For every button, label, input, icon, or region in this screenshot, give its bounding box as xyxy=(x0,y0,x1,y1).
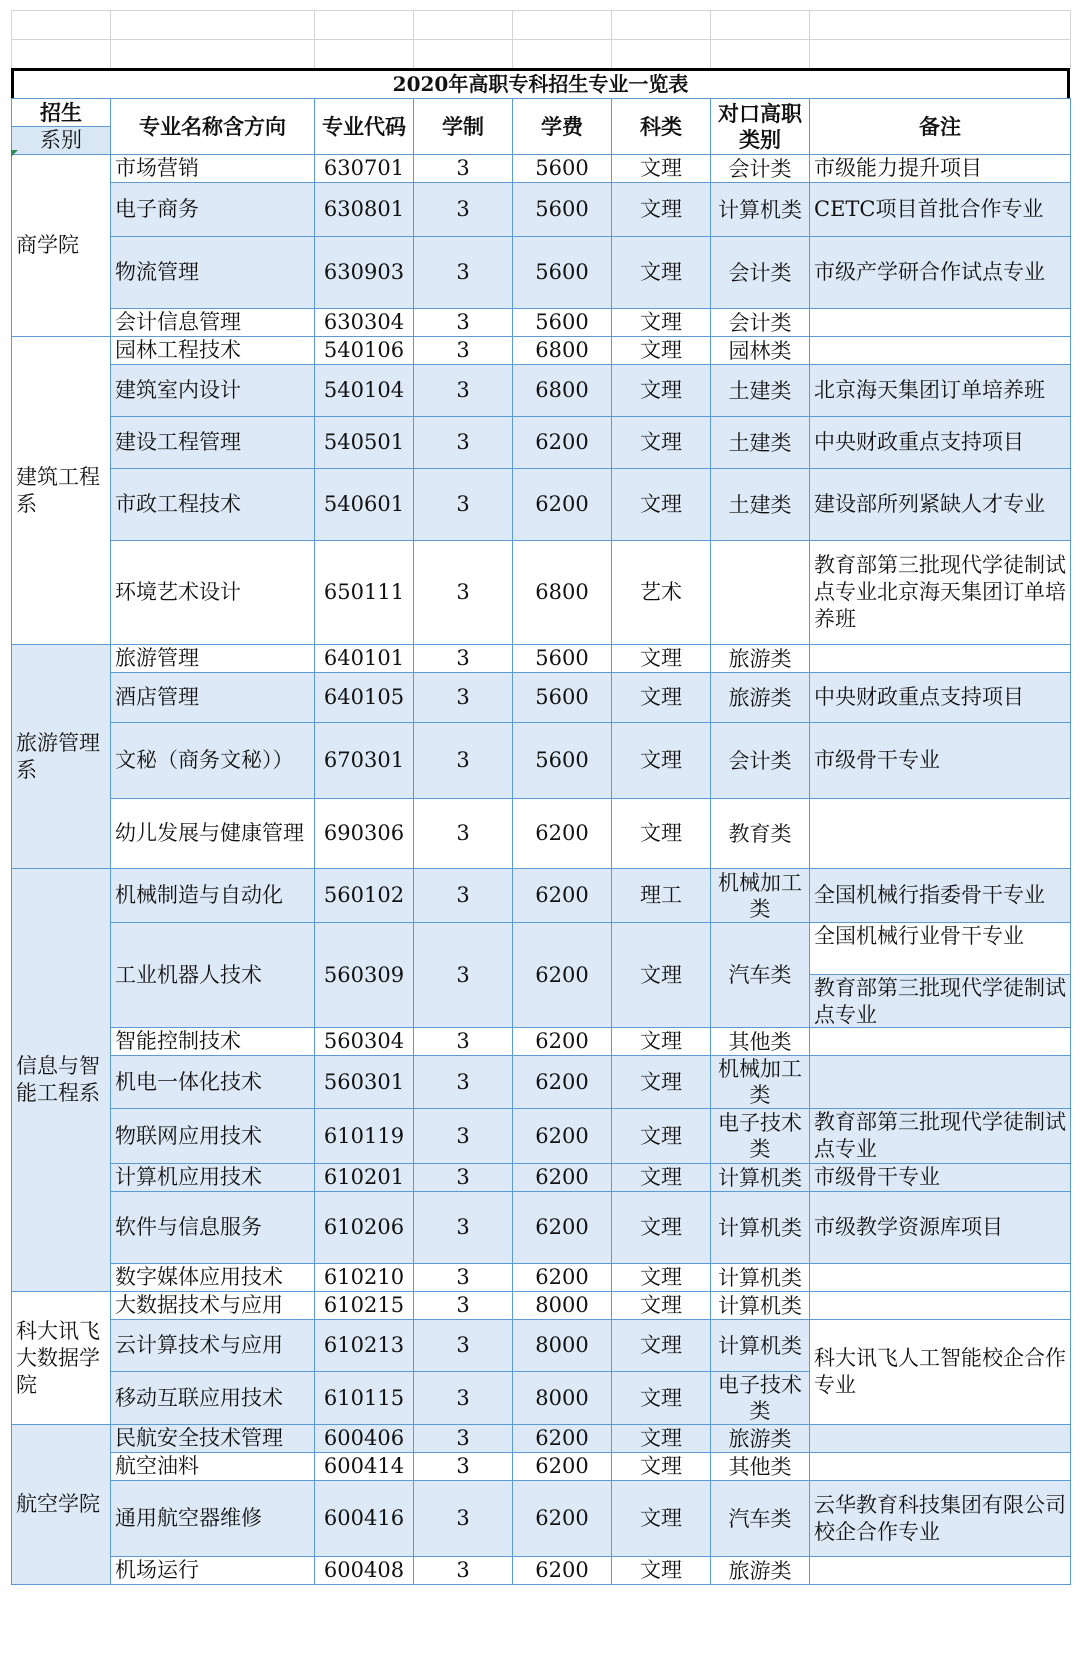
vocational-cell[interactable]: 机械加工类 xyxy=(711,1056,810,1109)
major-name-cell[interactable]: 机械制造与自动化 xyxy=(111,869,315,923)
years-cell[interactable]: 3 xyxy=(414,1264,513,1292)
major-code-cell[interactable]: 610201 xyxy=(315,1164,414,1192)
years-cell[interactable]: 3 xyxy=(414,541,513,645)
years-cell[interactable]: 3 xyxy=(414,365,513,417)
note-cell[interactable] xyxy=(810,923,1071,1028)
years-cell[interactable]: 3 xyxy=(414,1425,513,1453)
note-line: 教育部第三批现代学徒制试点专业 xyxy=(810,975,1070,1027)
note-cell[interactable] xyxy=(810,645,1071,673)
major-code-cell[interactable]: 610119 xyxy=(315,1109,414,1164)
header-dept-top[interactable]: 招生 xyxy=(12,99,111,127)
years-cell[interactable]: 3 xyxy=(414,1292,513,1320)
major-name-cell[interactable]: 大数据技术与应用 xyxy=(111,1292,315,1320)
years-cell[interactable]: 3 xyxy=(414,645,513,673)
years-cell[interactable]: 3 xyxy=(414,1056,513,1109)
table-row xyxy=(12,337,1071,365)
category-cell[interactable]: 文理 xyxy=(612,645,711,673)
years-cell[interactable]: 3 xyxy=(414,1481,513,1557)
note-cell[interactable] xyxy=(810,1425,1071,1453)
category-cell[interactable]: 文理 xyxy=(612,469,711,541)
vocational-cell[interactable]: 电子技术类 xyxy=(711,1109,810,1164)
note-cell[interactable] xyxy=(810,799,1071,869)
fee-cell[interactable]: 8000 xyxy=(513,1372,612,1425)
note-cell[interactable] xyxy=(810,1453,1071,1481)
fee-cell[interactable]: 6200 xyxy=(513,1453,612,1481)
years-cell[interactable]: 3 xyxy=(414,309,513,337)
header-years[interactable]: 学制 xyxy=(414,99,513,155)
table-row xyxy=(12,1481,1071,1557)
years-cell[interactable]: 3 xyxy=(414,799,513,869)
major-code-cell[interactable]: 610213 xyxy=(315,1320,414,1372)
table-row xyxy=(12,183,1071,237)
major-name-cell[interactable]: 环境艺术设计 xyxy=(111,541,315,645)
major-name-cell[interactable]: 酒店管理 xyxy=(111,673,315,723)
vocational-cell[interactable]: 教育类 xyxy=(711,799,810,869)
fee-cell[interactable]: 5600 xyxy=(513,645,612,673)
note-cell[interactable]: 教育部第三批现代学徒制试点专业北京海天集团订单培养班 xyxy=(810,541,1071,645)
major-name-cell[interactable]: 计算机应用技术 xyxy=(111,1164,315,1192)
years-cell[interactable]: 3 xyxy=(414,1192,513,1264)
table-row xyxy=(12,1557,1071,1585)
major-code-cell[interactable]: 670301 xyxy=(315,723,414,799)
category-cell[interactable]: 文理 xyxy=(612,1292,711,1320)
major-code-cell[interactable]: 600406 xyxy=(315,1425,414,1453)
major-name-cell[interactable]: 市政工程技术 xyxy=(111,469,315,541)
vocational-cell[interactable]: 其他类 xyxy=(711,1028,810,1056)
vocational-cell[interactable]: 计算机类 xyxy=(711,1192,810,1264)
note-cell[interactable] xyxy=(810,1056,1071,1109)
years-cell[interactable]: 3 xyxy=(414,237,513,309)
table-row xyxy=(12,799,1071,869)
years-cell[interactable]: 3 xyxy=(414,1372,513,1425)
header-fee[interactable]: 学费 xyxy=(513,99,612,155)
table-row xyxy=(12,1264,1071,1292)
fee-cell[interactable]: 6800 xyxy=(513,541,612,645)
major-code-cell[interactable]: 610210 xyxy=(315,1264,414,1292)
major-name-cell[interactable]: 市场营销 xyxy=(111,155,315,183)
major-code-cell[interactable]: 610215 xyxy=(315,1292,414,1320)
major-code-cell[interactable]: 600408 xyxy=(315,1557,414,1585)
table-row xyxy=(12,1320,1071,1372)
table-row xyxy=(12,1109,1071,1164)
fee-cell[interactable]: 6200 xyxy=(513,1557,612,1585)
major-code-cell[interactable]: 560304 xyxy=(315,1028,414,1056)
major-name-cell[interactable]: 会计信息管理 xyxy=(111,309,315,337)
years-cell[interactable]: 3 xyxy=(414,469,513,541)
category-cell[interactable]: 文理 xyxy=(612,1028,711,1056)
category-cell[interactable]: 文理 xyxy=(612,417,711,469)
vocational-cell[interactable]: 机械加工类 xyxy=(711,869,810,923)
major-code-cell[interactable]: 690306 xyxy=(315,799,414,869)
empty-cell[interactable] xyxy=(612,40,711,69)
category-cell[interactable]: 文理 xyxy=(612,309,711,337)
note-cell[interactable]: 教育部第三批现代学徒制试点专业 xyxy=(810,1109,1071,1164)
major-name-cell[interactable]: 电子商务 xyxy=(111,183,315,237)
category-cell[interactable]: 文理 xyxy=(612,365,711,417)
major-name-cell[interactable]: 幼儿发展与健康管理 xyxy=(111,799,315,869)
category-cell[interactable]: 文理 xyxy=(612,237,711,309)
note-cell[interactable]: 科大讯飞人工智能校企合作专业 xyxy=(810,1320,1071,1425)
category-cell[interactable]: 文理 xyxy=(612,155,711,183)
years-cell[interactable]: 3 xyxy=(414,923,513,1028)
major-code-cell[interactable]: 540601 xyxy=(315,469,414,541)
major-code-cell[interactable]: 630903 xyxy=(315,237,414,309)
category-cell[interactable]: 文理 xyxy=(612,1481,711,1557)
note-line: 全国机械行业骨干专业 xyxy=(810,923,1070,975)
vocational-cell[interactable]: 计算机类 xyxy=(711,1264,810,1292)
category-cell[interactable]: 理工 xyxy=(612,869,711,923)
years-cell[interactable]: 3 xyxy=(414,1453,513,1481)
major-name-cell[interactable]: 机场运行 xyxy=(111,1557,315,1585)
header-name[interactable]: 专业名称含方向 xyxy=(111,99,315,155)
fee-cell[interactable]: 5600 xyxy=(513,309,612,337)
table-row xyxy=(12,1425,1071,1453)
major-name-cell[interactable]: 工业机器人技术 xyxy=(111,923,315,1028)
major-name-cell[interactable]: 机电一体化技术 xyxy=(111,1056,315,1109)
fee-cell[interactable]: 6200 xyxy=(513,869,612,923)
major-name-cell[interactable]: 文秘（商务文秘）） xyxy=(111,723,315,799)
table-row xyxy=(12,1453,1071,1481)
vocational-cell[interactable]: 会计类 xyxy=(711,723,810,799)
vocational-cell[interactable]: 计算机类 xyxy=(711,1292,810,1320)
category-cell[interactable]: 文理 xyxy=(612,1320,711,1372)
major-code-cell[interactable]: 610115 xyxy=(315,1372,414,1425)
note-cell[interactable] xyxy=(810,1028,1071,1056)
table-row xyxy=(12,155,1071,183)
dept-cell[interactable]: 信息与智能工程系 xyxy=(12,869,111,1292)
category-cell[interactable]: 文理 xyxy=(612,1425,711,1453)
cell-comment-marker xyxy=(11,150,18,157)
category-cell[interactable]: 文理 xyxy=(612,1372,711,1425)
table-row xyxy=(12,365,1071,417)
vocational-cell[interactable]: 旅游类 xyxy=(711,1425,810,1453)
fee-cell[interactable]: 5600 xyxy=(513,183,612,237)
category-cell[interactable]: 文理 xyxy=(612,1453,711,1481)
major-code-cell[interactable]: 560309 xyxy=(315,923,414,1028)
table-row xyxy=(12,541,1071,645)
dept-cell[interactable]: 建筑工程系 xyxy=(12,337,111,645)
majors-table xyxy=(11,98,1071,1585)
vocational-cell[interactable]: 旅游类 xyxy=(711,673,810,723)
vocational-cell[interactable]: 土建类 xyxy=(711,417,810,469)
major-code-cell[interactable]: 630801 xyxy=(315,183,414,237)
major-code-cell[interactable]: 650111 xyxy=(315,541,414,645)
major-name-cell[interactable]: 物联网应用技术 xyxy=(111,1109,315,1164)
note-cell[interactable]: 市级骨干专业 xyxy=(810,1164,1071,1192)
vocational-cell[interactable]: 会计类 xyxy=(711,309,810,337)
note-cell[interactable]: 北京海天集团订单培养班 xyxy=(810,365,1071,417)
fee-cell[interactable]: 6200 xyxy=(513,1164,612,1192)
table-row xyxy=(12,923,1071,1028)
major-name-cell[interactable]: 移动互联应用技术 xyxy=(111,1372,315,1425)
major-name-cell[interactable]: 云计算技术与应用 xyxy=(111,1320,315,1372)
table-row xyxy=(12,869,1071,923)
major-code-cell[interactable]: 540104 xyxy=(315,365,414,417)
spreadsheet-blank-rows xyxy=(11,10,1070,69)
empty-cell[interactable] xyxy=(111,11,315,40)
category-cell[interactable]: 文理 xyxy=(612,799,711,869)
table-row xyxy=(12,645,1071,673)
major-name-cell[interactable]: 建筑室内设计 xyxy=(111,365,315,417)
major-code-cell[interactable]: 540501 xyxy=(315,417,414,469)
fee-cell[interactable]: 6200 xyxy=(513,1192,612,1264)
vocational-cell[interactable]: 会计类 xyxy=(711,155,810,183)
fee-cell[interactable]: 8000 xyxy=(513,1320,612,1372)
note-cell[interactable]: 中央财政重点支持项目 xyxy=(810,673,1071,723)
header-note[interactable]: 备注 xyxy=(810,99,1071,155)
major-name-cell[interactable]: 民航安全技术管理 xyxy=(111,1425,315,1453)
table-row xyxy=(12,417,1071,469)
fee-cell[interactable]: 5600 xyxy=(513,673,612,723)
note-cell[interactable]: CETC项目首批合作专业 xyxy=(810,183,1071,237)
dept-cell[interactable]: 商学院 xyxy=(12,155,111,337)
vocational-cell[interactable]: 汽车类 xyxy=(711,923,810,1028)
note-cell[interactable]: 市级教学资源库项目 xyxy=(810,1192,1071,1264)
table-row xyxy=(12,723,1071,799)
table-row xyxy=(12,1164,1071,1192)
empty-cell[interactable] xyxy=(315,40,414,69)
vocational-cell[interactable]: 计算机类 xyxy=(711,1164,810,1192)
years-cell[interactable]: 3 xyxy=(414,673,513,723)
fee-cell[interactable]: 6200 xyxy=(513,1264,612,1292)
vocational-cell[interactable] xyxy=(711,541,810,645)
fee-cell[interactable]: 6200 xyxy=(513,1028,612,1056)
category-cell[interactable]: 文理 xyxy=(612,723,711,799)
fee-cell[interactable]: 5600 xyxy=(513,237,612,309)
dept-cell[interactable]: 科大讯飞大数据学院 xyxy=(12,1292,111,1425)
dept-cell[interactable]: 旅游管理系 xyxy=(12,645,111,869)
fee-cell[interactable]: 6800 xyxy=(513,365,612,417)
major-code-cell[interactable]: 630701 xyxy=(315,155,414,183)
category-cell[interactable]: 文理 xyxy=(612,1264,711,1292)
years-cell[interactable]: 3 xyxy=(414,337,513,365)
vocational-cell[interactable]: 电子技术类 xyxy=(711,1372,810,1425)
note-cell[interactable]: 建设部所列紧缺人才专业 xyxy=(810,469,1071,541)
major-code-cell[interactable]: 600416 xyxy=(315,1481,414,1557)
note-cell[interactable] xyxy=(810,1292,1071,1320)
table-row xyxy=(12,237,1071,309)
major-name-cell[interactable]: 建设工程管理 xyxy=(111,417,315,469)
major-code-cell[interactable]: 640101 xyxy=(315,645,414,673)
empty-cell[interactable] xyxy=(12,40,111,69)
header-vocational[interactable]: 对口高职类别 xyxy=(711,99,810,155)
category-cell[interactable]: 文理 xyxy=(612,1056,711,1109)
major-name-cell[interactable]: 物流管理 xyxy=(111,237,315,309)
note-cell[interactable] xyxy=(810,309,1071,337)
table-row xyxy=(12,673,1071,723)
note-cell[interactable]: 中央财政重点支持项目 xyxy=(810,417,1071,469)
empty-cell[interactable] xyxy=(711,40,810,69)
empty-cell[interactable] xyxy=(414,11,513,40)
note-cell[interactable]: 市级骨干专业 xyxy=(810,723,1071,799)
table-row xyxy=(12,1192,1071,1264)
category-cell[interactable]: 文理 xyxy=(612,337,711,365)
major-code-cell[interactable]: 630304 xyxy=(315,309,414,337)
major-code-cell[interactable]: 600414 xyxy=(315,1453,414,1481)
header-dept-bottom[interactable]: 系别 xyxy=(12,127,111,155)
fee-cell[interactable]: 6200 xyxy=(513,923,612,1028)
empty-grid xyxy=(11,10,1071,69)
table-row xyxy=(12,309,1071,337)
empty-cell[interactable] xyxy=(612,11,711,40)
category-cell[interactable]: 文理 xyxy=(612,923,711,1028)
major-code-cell[interactable]: 610206 xyxy=(315,1192,414,1264)
category-cell[interactable]: 文理 xyxy=(612,1557,711,1585)
vocational-cell[interactable]: 汽车类 xyxy=(711,1481,810,1557)
table-row xyxy=(12,1028,1071,1056)
years-cell[interactable]: 3 xyxy=(414,869,513,923)
empty-cell[interactable] xyxy=(414,40,513,69)
vocational-cell[interactable]: 旅游类 xyxy=(711,645,810,673)
category-cell[interactable]: 文理 xyxy=(612,183,711,237)
table-row xyxy=(12,469,1071,541)
empty-cell[interactable] xyxy=(810,40,1071,69)
empty-cell[interactable] xyxy=(111,40,315,69)
major-name-cell[interactable]: 智能控制技术 xyxy=(111,1028,315,1056)
major-name-cell[interactable]: 园林工程技术 xyxy=(111,337,315,365)
major-name-cell[interactable]: 通用航空器维修 xyxy=(111,1481,315,1557)
vocational-cell[interactable]: 土建类 xyxy=(711,469,810,541)
vocational-cell[interactable]: 土建类 xyxy=(711,365,810,417)
fee-cell[interactable]: 8000 xyxy=(513,1292,612,1320)
note-cell[interactable]: 市级产学研合作试点专业 xyxy=(810,237,1071,309)
header-code[interactable]: 专业代码 xyxy=(315,99,414,155)
empty-cell[interactable] xyxy=(810,11,1071,40)
dept-cell[interactable]: 航空学院 xyxy=(12,1425,111,1585)
vocational-cell[interactable]: 其他类 xyxy=(711,1453,810,1481)
fee-cell[interactable]: 5600 xyxy=(513,155,612,183)
table-row xyxy=(12,1292,1071,1320)
empty-cell[interactable] xyxy=(711,11,810,40)
table-row xyxy=(12,1056,1071,1109)
category-cell[interactable]: 文理 xyxy=(612,673,711,723)
major-code-cell[interactable]: 560102 xyxy=(315,869,414,923)
years-cell[interactable]: 3 xyxy=(414,1109,513,1164)
note-cell[interactable]: 云华教育科技集团有限公司校企合作专业 xyxy=(810,1481,1071,1557)
years-cell[interactable]: 3 xyxy=(414,723,513,799)
category-cell[interactable]: 文理 xyxy=(612,1109,711,1164)
major-name-cell[interactable]: 旅游管理 xyxy=(111,645,315,673)
years-cell[interactable]: 3 xyxy=(414,1028,513,1056)
major-name-cell[interactable]: 软件与信息服务 xyxy=(111,1192,315,1264)
fee-cell[interactable]: 6200 xyxy=(513,469,612,541)
empty-cell[interactable] xyxy=(513,11,612,40)
note-cell[interactable] xyxy=(810,1557,1071,1585)
vocational-cell[interactable]: 计算机类 xyxy=(711,1320,810,1372)
vocational-cell[interactable]: 计算机类 xyxy=(711,183,810,237)
vocational-cell[interactable]: 旅游类 xyxy=(711,1557,810,1585)
years-cell[interactable]: 3 xyxy=(414,1320,513,1372)
vocational-cell[interactable]: 园林类 xyxy=(711,337,810,365)
note-cell[interactable] xyxy=(810,337,1071,365)
header-category[interactable]: 科类 xyxy=(612,99,711,155)
fee-cell[interactable]: 6200 xyxy=(513,1481,612,1557)
years-cell[interactable]: 3 xyxy=(414,1164,513,1192)
empty-cell[interactable] xyxy=(513,40,612,69)
fee-cell[interactable]: 6200 xyxy=(513,417,612,469)
category-cell[interactable]: 艺术 xyxy=(612,541,711,645)
fee-cell[interactable]: 6200 xyxy=(513,1056,612,1109)
fee-cell[interactable]: 6200 xyxy=(513,1425,612,1453)
note-cell[interactable]: 市级能力提升项目 xyxy=(810,155,1071,183)
fee-cell[interactable]: 6800 xyxy=(513,337,612,365)
major-name-cell[interactable]: 航空油料 xyxy=(111,1453,315,1481)
category-cell[interactable]: 文理 xyxy=(612,1192,711,1264)
table-title[interactable]: 2020年高职专科招生专业一览表 xyxy=(11,68,1070,100)
empty-cell[interactable] xyxy=(12,11,111,40)
note-cell[interactable]: 全国机械行指委骨干专业 xyxy=(810,869,1071,923)
vocational-cell[interactable]: 会计类 xyxy=(711,237,810,309)
note-cell[interactable] xyxy=(810,1264,1071,1292)
fee-cell[interactable]: 6200 xyxy=(513,1109,612,1164)
years-cell[interactable]: 3 xyxy=(414,183,513,237)
major-name-cell[interactable]: 数字媒体应用技术 xyxy=(111,1264,315,1292)
major-code-cell[interactable]: 560301 xyxy=(315,1056,414,1109)
years-cell[interactable]: 3 xyxy=(414,417,513,469)
years-cell[interactable]: 3 xyxy=(414,1557,513,1585)
category-cell[interactable]: 文理 xyxy=(612,1164,711,1192)
years-cell[interactable]: 3 xyxy=(414,155,513,183)
major-code-cell[interactable]: 540106 xyxy=(315,337,414,365)
fee-cell[interactable]: 5600 xyxy=(513,723,612,799)
major-code-cell[interactable]: 640105 xyxy=(315,673,414,723)
fee-cell[interactable]: 6200 xyxy=(513,799,612,869)
empty-cell[interactable] xyxy=(315,11,414,40)
